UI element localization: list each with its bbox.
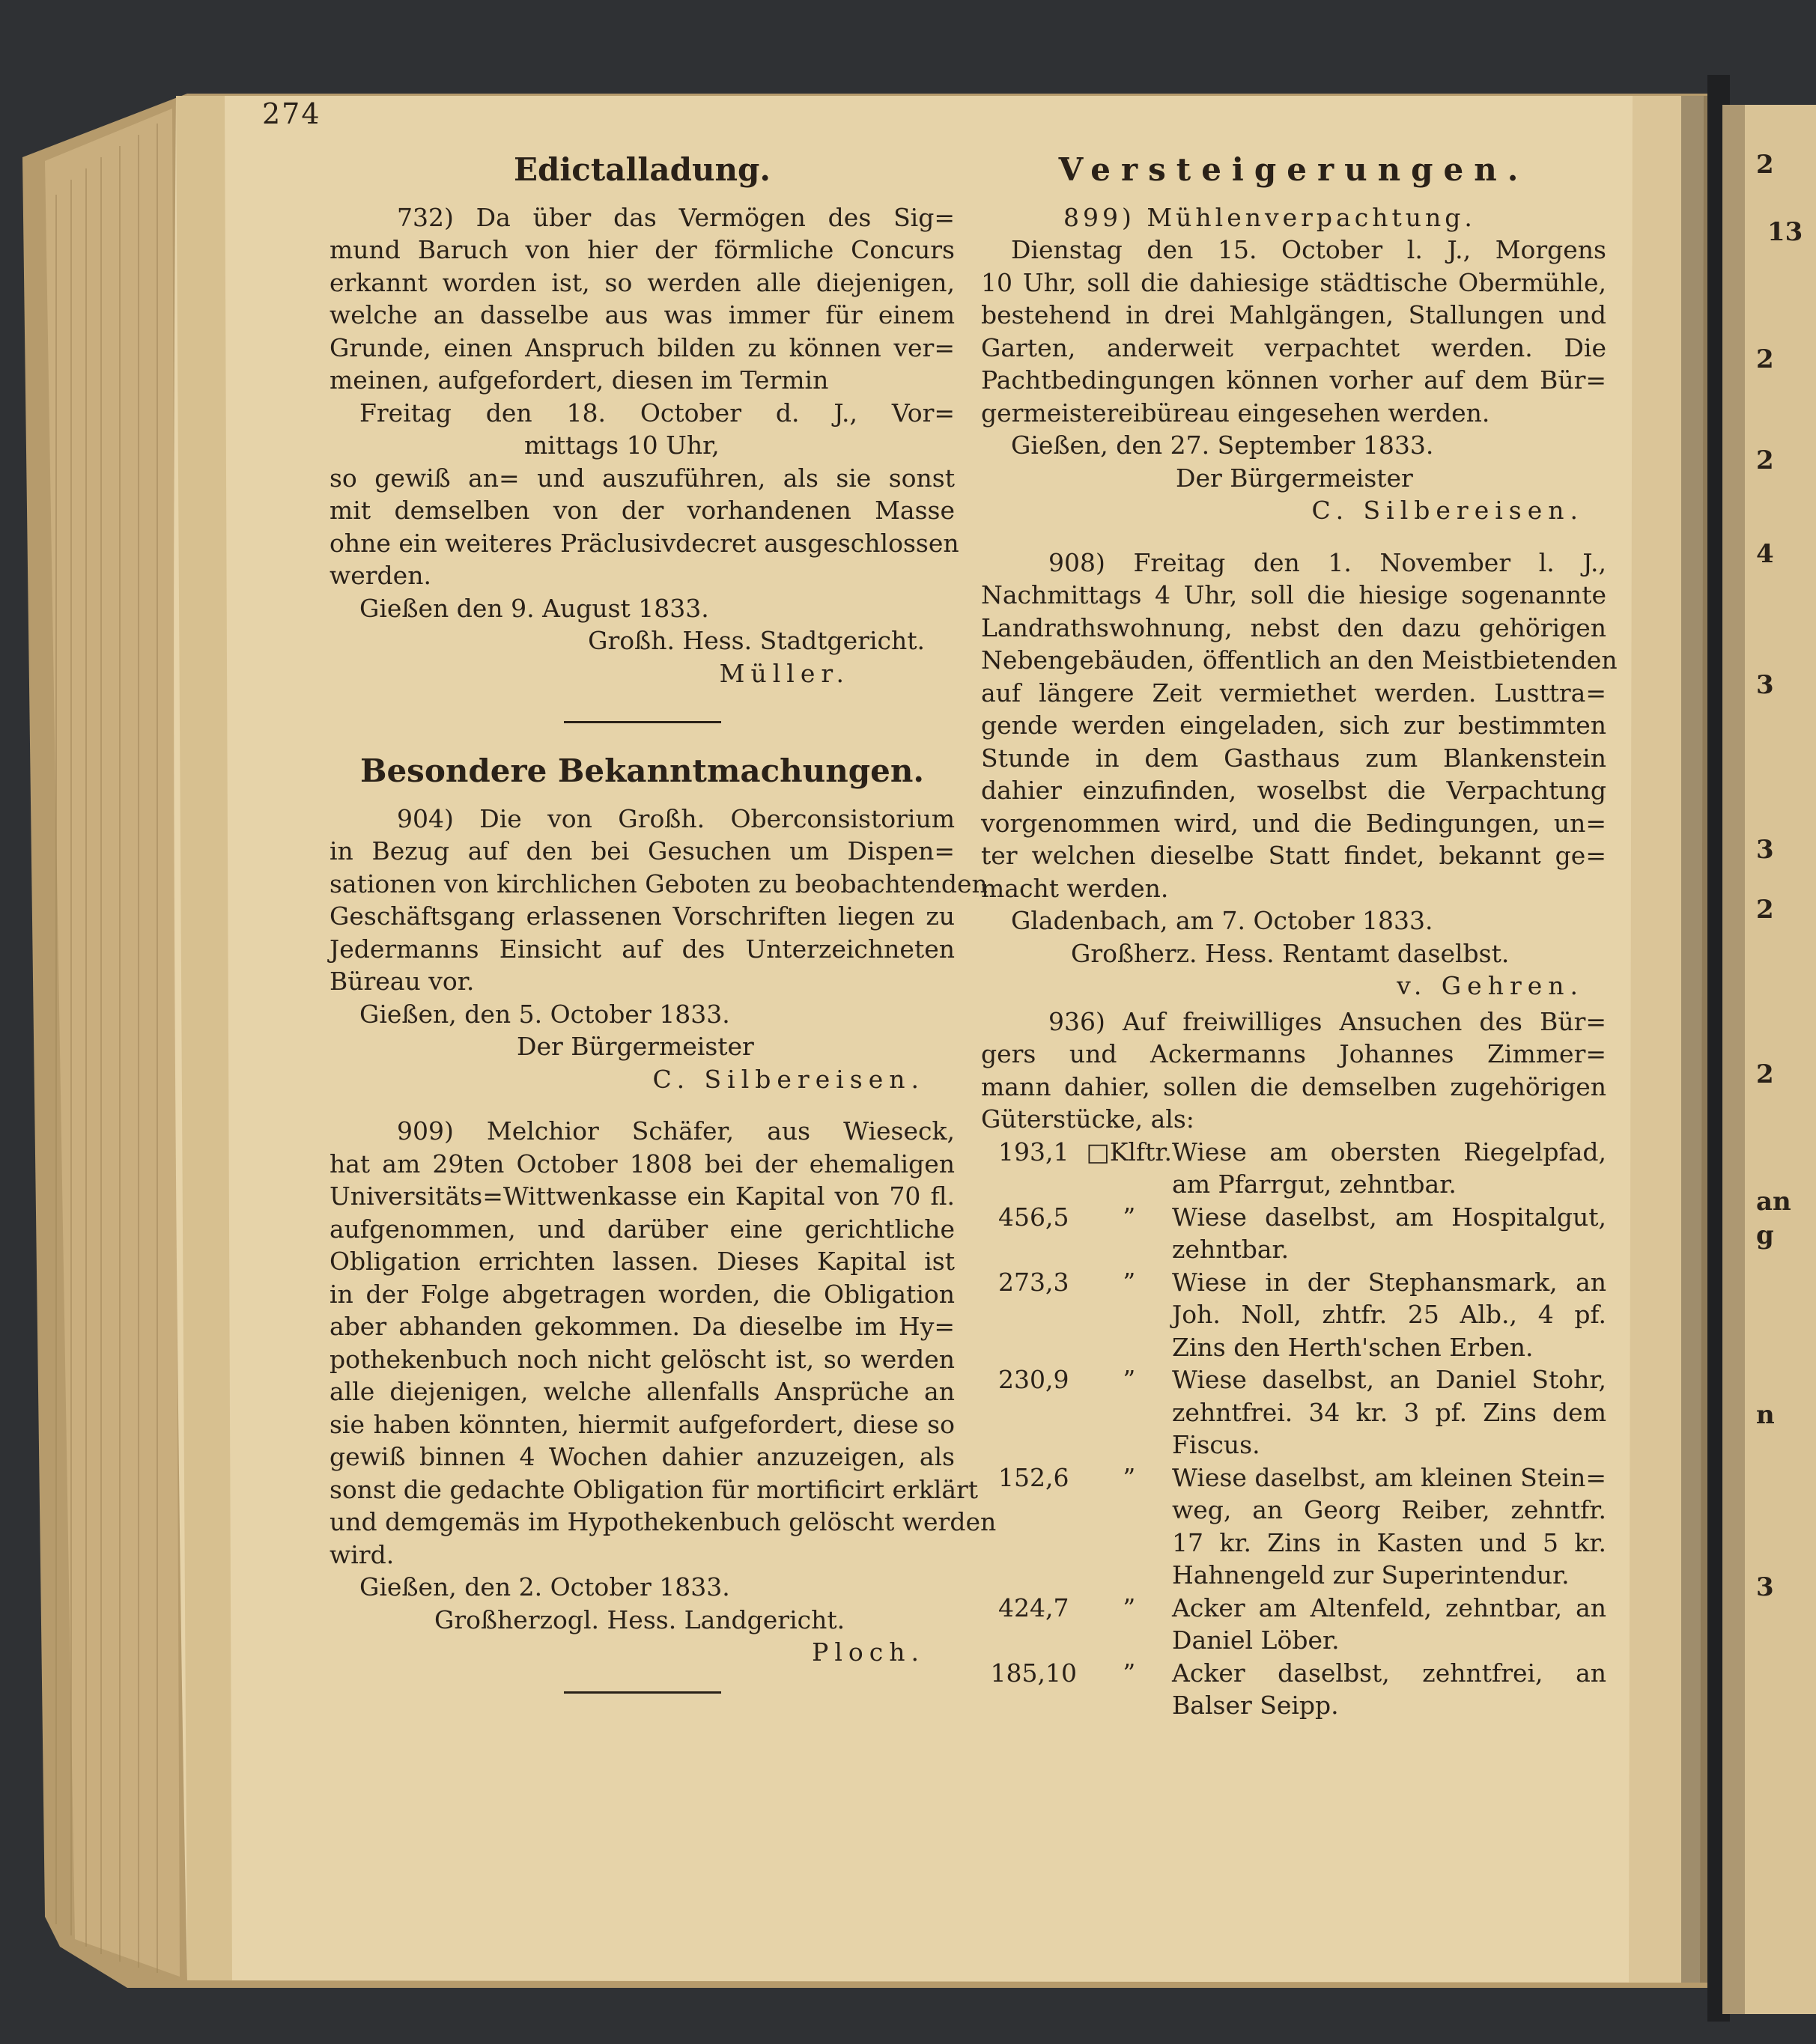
authority: Der Bürgermeister [1176,463,1413,493]
text-line: gende werden eingeladen, sich zur bestimmten [981,711,1606,740]
text-line: gewiß binnen 4 Wochen dahier anzuzeigen, als [330,1442,955,1471]
text-line: welche an dasselbe aus was immer für einem [330,300,955,329]
text-line: Wiese daselbst, am kleinen Stein= [1172,1462,1606,1492]
list-item [981,1657,1606,1722]
item-description [1172,1201,1606,1266]
text-line: 909) Melchior Schäfer, aus Wieseck, [397,1116,955,1146]
text-line: Wiese in der Stephansmark, an [1172,1267,1606,1297]
text-line: sie haben könnten, hiermit aufgefordert, diese so [330,1409,955,1439]
text-line: weg, an Georg Reiber, zehntfr. [1172,1495,1606,1524]
facing-page-fragment: an [1756,1187,1791,1217]
text-line: Fiscus. [1172,1430,1260,1459]
text-line: 10 Uhr, soll die dahiesige städtische Obermühle, [981,267,1606,297]
ditto-mark: ” [1123,1267,1136,1297]
authority: Großh. Hess. Stadtgericht. [588,626,925,655]
facing-page-fragment: 2 [1756,445,1774,475]
text-line: 904) Die von Großh. Oberconsistorium [397,803,955,833]
facing-page-fragment: 2 [1756,150,1774,180]
signature: C. Silbereisen. [652,1064,925,1094]
text-line: 732) Da über das Vermögen des Sig= [397,202,955,232]
text-line: Acker daselbst, zehntfrei, an [1172,1658,1606,1688]
signature: C. Silbereisen. [1311,496,1584,525]
text-line: 17 kr. Zins in Kasten und 5 kr. [1172,1527,1606,1557]
text-line: Zins den Herth'schen Erben. [1172,1332,1534,1362]
section-divider [564,1691,721,1694]
text-line: Obligation errichten lassen. Dieses Kapital ist [330,1247,955,1276]
area-value: 185,10 [990,1658,1077,1688]
notice-909 [330,1115,997,1669]
authority: Großherzogl. Hess. Landgericht. [434,1605,845,1634]
right-column [981,151,1618,1722]
text-line: Hahnengeld zur Superintendur. [1172,1560,1570,1590]
text-line: bestehend in drei Mahlgängen, Stallungen und [981,300,1606,329]
text-line: Daniel Löber. [1172,1625,1340,1655]
notice-732 [330,201,959,690]
facing-page-fragment: g [1756,1220,1774,1250]
list-item [981,1201,1606,1266]
signature: v. Gehren. [1397,971,1584,1000]
facing-page-fragment: 3 [1756,835,1774,865]
text-line: Jedermanns Einsicht auf des Unterzeichneten [330,934,955,964]
text-line: Dienstag den 15. October l. J., Morgens [1011,235,1606,264]
ditto-mark: ” [1123,1593,1136,1622]
area-value: 193,1 [998,1137,1069,1167]
text-line: 936) Auf freiwilliges Ansuchen des Bür= [1048,1006,1606,1036]
text-line: Stunde in dem Gasthaus zum Blankenstein [981,743,1606,773]
spacer [330,1095,955,1115]
text-line: 908) Freitag den 1. November l. J., [1048,547,1606,577]
list-item [981,1266,1606,1364]
text-line: zehntbar. [1172,1235,1290,1264]
text-line: alle diejenigen, welche allenfalls Ansprüche an [330,1377,955,1406]
facing-page-fragment: 2 [1756,895,1774,925]
list-item [981,1592,1606,1657]
text-line: Wiese am obersten Riegelpfad, [1172,1137,1606,1167]
text-line: Universitäts=Wittwenkasse ein Kapital von 70 fl. [330,1181,955,1211]
area-value: 273,3 [998,1267,1069,1297]
item-description [1172,1657,1606,1722]
facing-page-fragment: 2 [1756,344,1774,374]
text-line: Wiese daselbst, an Daniel Stohr, [1172,1365,1606,1394]
notice-title: 899) Mühlenverpachtung. [1063,202,1476,232]
spacer [981,527,1606,547]
notice-908 [981,547,1618,1003]
item-description [1172,1592,1606,1657]
text-line: Nachmittags 4 Uhr, soll die hiesige sogenannte [981,580,1606,609]
list-item [981,1363,1606,1461]
date-line: mittags 10 Uhr, [524,431,720,460]
place-date: Gießen den 9. August 1833. [359,593,709,623]
text-line: in der Folge abgetragen worden, die Obligation [330,1279,955,1309]
section-divider [564,721,721,723]
text-line: sationen von kirchlichen Geboten zu beobachtenden [330,869,988,898]
text-line: so gewiß an= und auszuführen, als sie sonst [330,463,955,493]
area-value: 456,5 [998,1202,1069,1232]
text-line: Garten, anderweit verpachtet werden. Die [981,332,1606,362]
text-line: mund Baruch von hier der förmliche Concurs [330,235,955,264]
notice-899 [981,201,1606,527]
authority: Der Bürgermeister [517,1032,754,1061]
authority: Großherz. Hess. Rentamt daselbst. [1071,938,1510,968]
item-description [1172,1266,1606,1364]
text-line: Grunde, einen Anspruch bilden zu können ver= [330,332,955,362]
text-line: Joh. Noll, zhtfr. 25 Alb., 4 pf. [1172,1300,1606,1329]
text-line: germeistereibüreau eingesehen werden. [981,398,1490,428]
text-line: mit demselben von der vorhandenen Masse [330,496,955,525]
place-date: Gießen, den 27. September 1833. [1011,431,1434,460]
text-line: in Bezug auf den bei Gesuchen um Dispen= [330,836,955,866]
area-unit: □Klftr. [1086,1137,1173,1167]
item-description [1172,1461,1606,1592]
text-line: zehntfrei. 34 kr. 3 pf. Zins dem [1172,1397,1606,1427]
facing-page-fragment: 3 [1756,1572,1774,1602]
text-line: pothekenbuch noch nicht gelöscht ist, so werden [330,1344,955,1374]
text-line: Güterstücke, als: [981,1104,1194,1134]
text-line: und demgemäs im Hypothekenbuch gelöscht werden [330,1507,997,1536]
text-line: Geschäftsgang erlassenen Vorschriften liegen zu [330,901,955,931]
section-heading-bekanntmachungen: Besondere Bekanntmachungen. [359,752,925,789]
facing-page-fragment: 4 [1756,539,1774,569]
text-line: dahier einzufinden, woselbst die Verpachtung [981,776,1606,805]
text-line: Balser Seipp. [1172,1691,1339,1720]
area-value: 230,9 [998,1365,1069,1394]
section-heading-versteigerungen: Versteigerungen. [1058,151,1529,188]
text-line: aufgenommen, und darüber eine gerichtliche [330,1214,955,1244]
item-description [1172,1363,1606,1461]
facing-page-fragment: n [1756,1400,1775,1430]
facing-page-fragment: 13 [1767,217,1803,247]
place-date: Gießen, den 5. October 1833. [359,999,730,1029]
left-column [330,151,997,1725]
text-line: ohne ein weiteres Präclusivdecret ausgeschlossen [330,528,959,558]
text-line: macht werden. [981,873,1169,903]
text-line: wird. [330,1539,395,1569]
text-line: Pachtbedingungen können vorher auf dem Bür= [981,365,1606,395]
text-line: meinen, aufgefordert, diesen im Termin [330,365,829,395]
text-line: mann dahier, sollen die demselben zugehörigen [981,1071,1606,1101]
property-list [981,1136,1606,1722]
notice-936 [981,1006,1606,1722]
signature: Müller. [719,658,850,688]
item-description [1172,1136,1606,1201]
facing-page-fragment: 3 [1756,670,1774,700]
place-date: Gladenbach, am 7. October 1833. [1011,906,1433,935]
text-line: am Pfarrgut, zehntbar. [1172,1169,1457,1199]
text-line: gers und Ackermanns Johannes Zimmer= [981,1039,1606,1068]
text-line: aber abhanden gekommen. Da dieselbe im Hy= [330,1312,955,1341]
ditto-mark: ” [1123,1658,1136,1688]
text-line: sonst die gedachte Obligation für mortificirt erklärt [330,1474,979,1504]
signature: Ploch. [812,1637,925,1667]
text-line: werden. [330,561,431,590]
area-value: 152,6 [998,1462,1069,1492]
date-line: Freitag den 18. October d. J., Vor= [359,398,955,428]
list-item [981,1136,1606,1201]
text-line: vorgenommen wird, und die Bedingungen, un= [981,808,1606,838]
text-line: Nebengebäuden, öffentlich an den Meistbietenden [981,645,1618,675]
list-item [981,1461,1606,1592]
text-line: auf längere Zeit vermiethet werden. Lusttra= [981,678,1606,708]
text-line: Wiese daselbst, am Hospitalgut, [1172,1202,1606,1232]
ditto-mark: ” [1123,1462,1136,1492]
ditto-mark: ” [1123,1202,1136,1232]
facing-page-fragment: 2 [1756,1059,1774,1089]
text-line: hat am 29ten October 1808 bei der ehemaligen [330,1149,955,1178]
text-line: erkannt worden ist, so werden alle diejenigen, [330,267,955,297]
area-value: 424,7 [998,1593,1069,1622]
section-heading-edictalladung: Edictalladung. [513,151,771,188]
text-line: Büreau vor. [330,967,475,996]
place-date: Gießen, den 2. October 1833. [359,1572,730,1602]
text-line: ter welchen dieselbe Statt findet, bekannt ge= [981,841,1606,870]
page-number: 274 [262,97,321,130]
ditto-mark: ” [1123,1365,1136,1394]
text-line: Landrathswohnung, nebst den dazu gehörigen [981,612,1606,642]
text-line: Acker am Altenfeld, zehntbar, an [1172,1593,1606,1622]
notice-904 [330,803,988,1096]
